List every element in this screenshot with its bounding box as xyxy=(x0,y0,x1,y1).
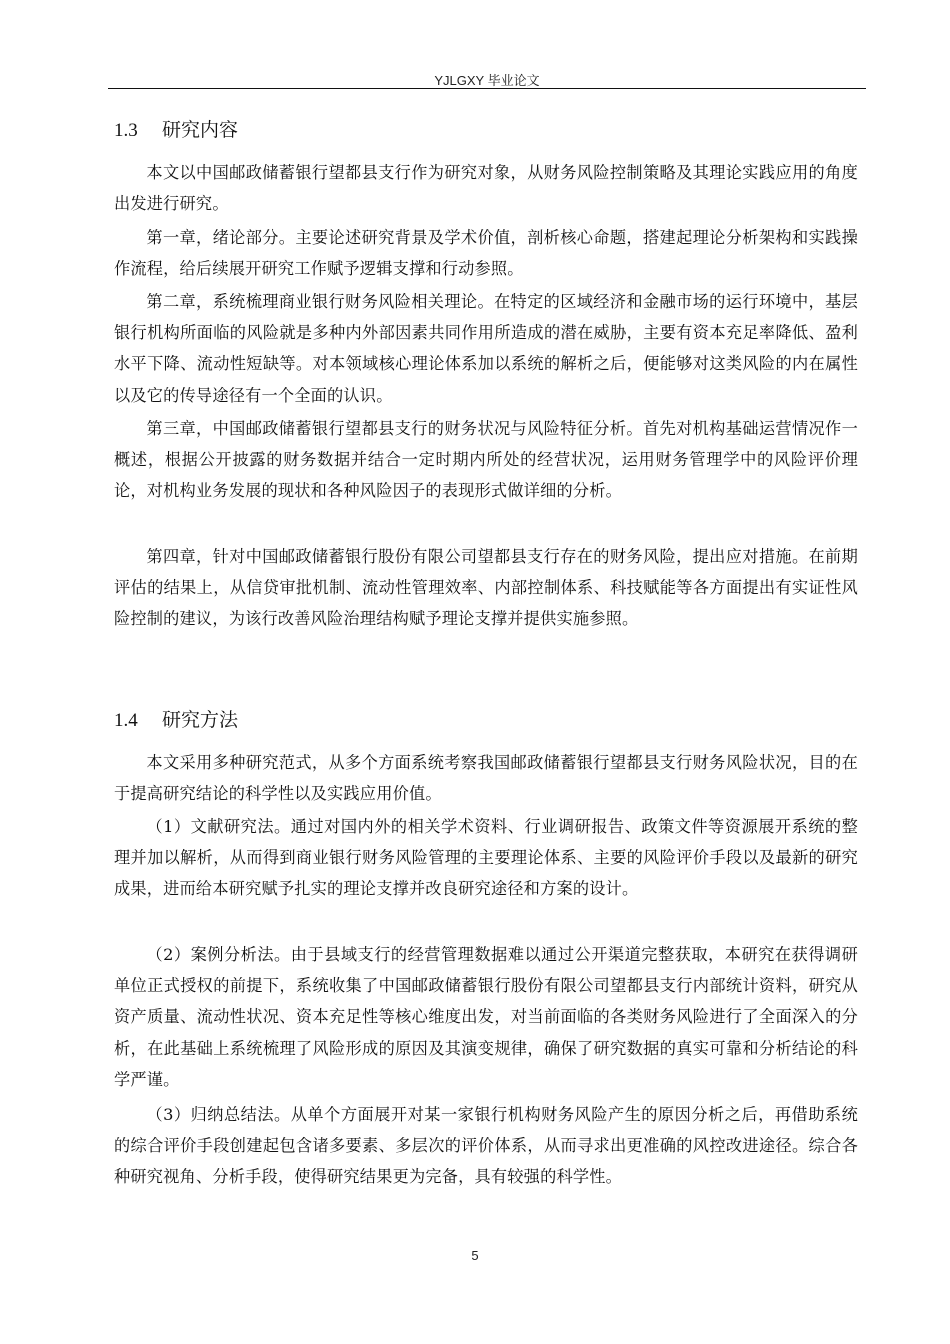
paragraph: 第二章，系统梳理商业银行财务风险相关理论。在特定的区域经济和金融市场的运行环境中，基层银行机构所面临的风险就是多种内外部因素共同作用所造成的潜在威胁，主要有资本充足率降低、盈利水平下降、流动性短缺等。对本领域核心理论体系加以系统的解析之后，便能够对这类风险的内在属性以及它的传导途径有一个全面的认识。 xyxy=(114,292,858,405)
header-title: YJLGXY 毕业论文 xyxy=(434,73,540,88)
paragraph: 本文采用多种研究范式，从多个方面系统考察我国邮政储蓄银行望都县支行财务风险状况，目的在于提高研究结论的科学性以及实践应用价值。 xyxy=(114,753,858,804)
paragraph: （1）文献研究法。通过对国内外的相关学术资料、行业调研报告、政策文件等资源展开系统的整理并加以解析，从而得到商业银行财务风险管理的主要理论体系、主要的风险评价手段以及最新的研究成果，进而给本研究赋予扎实的理论支撑并改良研究途径和方案的设计。 xyxy=(114,817,858,899)
paragraph: 第三章，中国邮政储蓄银行望都县支行的财务状况与风险特征分析。首先对机构基础运营情况作一概述，根据公开披露的财务数据并结合一定时期内所处的经营状况，运用财务管理学中的风险评价理论，对机构业务发展的现状和各种风险因子的表现形式做详细的分析。 xyxy=(114,419,858,501)
section-title: 研究方法 xyxy=(162,709,239,731)
paragraph: 第一章，绪论部分。主要论述研究背景及学术价值，剖析核心命题，搭建起理论分析架构和实践操作流程，给后续展开研究工作赋予逻辑支撑和行动参照。 xyxy=(114,228,858,279)
header-rule xyxy=(108,88,866,89)
section-number: 1.3 xyxy=(114,120,138,141)
page-number: 5 xyxy=(471,1248,479,1263)
paragraph: （2）案例分析法。由于县域支行的经营管理数据难以通过公开渠道完整获取，本研究在获得调研单位正式授权的前提下，系统收集了中国邮政储蓄银行股份有限公司望都县支行内部统计资料，研究从资产质量、流动性状况、资本充足性等核心维度出发，对当前面临的各类财务风险进行了全面深入的分析，在此基础上系统梳理了风险形成的原因及其演变规律，确保了研究数据的真实可靠和分析结论的科学严谨。 xyxy=(114,945,858,1089)
paragraph: 本文以中国邮政储蓄银行望都县支行作为研究对象，从财务风险控制策略及其理论实践应用的角度出发进行研究。 xyxy=(114,163,858,214)
section-heading-1-3 xyxy=(114,118,238,143)
paragraph: 第四章，针对中国邮政储蓄银行股份有限公司望都县支行存在的财务风险，提出应对措施。在前期评估的结果上，从信贷审批机制、流动性管理效率、内部控制体系、科技赋能等各方面提出有实证性风险控制的建议，为该行改善风险治理结构赋予理论支撑并提供实施参照。 xyxy=(114,547,858,629)
paragraph: （3）归纳总结法。从单个方面展开对某一家银行机构财务风险产生的原因分析之后，再借助系统的综合评价手段创建起包含诸多要素、多层次的评价体系，从而寻求出更准确的风控改进途径。综合各种研究视角、分析手段，使得研究结果更为完备，具有较强的科学性。 xyxy=(114,1105,858,1187)
section-heading-1-4 xyxy=(114,708,238,733)
section-number: 1.4 xyxy=(114,710,138,731)
section-title: 研究内容 xyxy=(162,119,239,141)
